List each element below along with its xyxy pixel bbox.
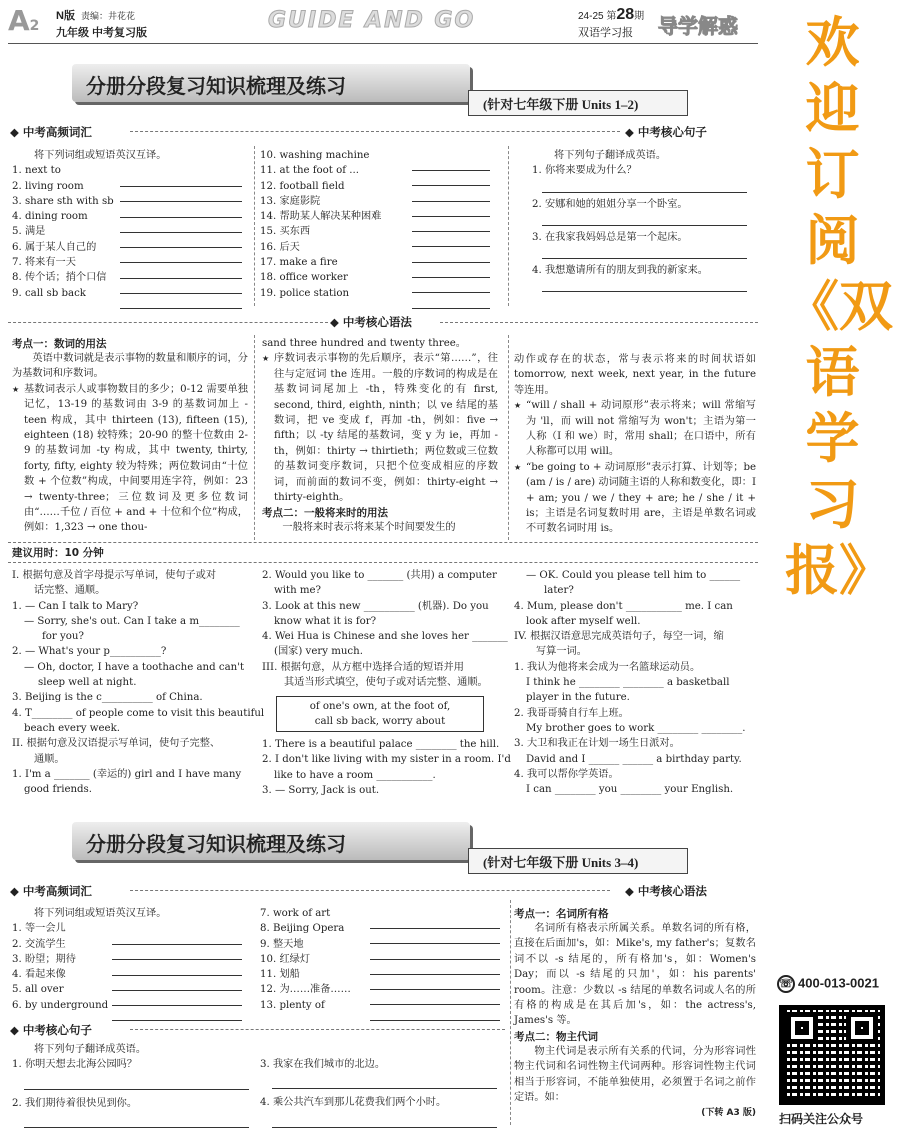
logo-letter: A xyxy=(8,4,30,37)
phrase-box xyxy=(276,696,484,732)
item-text: 11. at the foot of ... xyxy=(260,165,359,177)
edition-line xyxy=(56,7,135,23)
grammar-heading: ◆ 中考核心语法 xyxy=(330,314,412,330)
item-text: 18. office worker xyxy=(260,272,348,284)
section1-banner: 分册分段复习知识梳理及练习 xyxy=(72,64,470,102)
point-intro: 英语中数词就是表示事物的数量和顺序的词，分为基数词和序数词。 xyxy=(12,353,248,380)
item-text: 10. washing machine xyxy=(260,150,370,161)
grammar-heading: ◆ 中考核心语法 xyxy=(625,883,707,899)
grammar-col-1 xyxy=(12,336,248,536)
exercise-line: — OK. Could you please tell him to ______ xyxy=(526,570,741,581)
answer-line[interactable] xyxy=(412,267,490,278)
answer-line[interactable] xyxy=(112,980,242,991)
answer-line[interactable] xyxy=(120,222,242,233)
qr-caption: 扫码关注公众号 xyxy=(779,1112,864,1126)
exercise-line: 写算一词。 xyxy=(536,646,587,658)
phone-number: 400-013-0021 xyxy=(798,975,879,991)
answer-line[interactable] xyxy=(412,236,490,247)
answer-lines-mid xyxy=(370,918,500,1025)
item-text: 4. dining room xyxy=(12,211,88,223)
exercise-line: I. 根据句意及首字母提示写单词，使句子或对 xyxy=(12,570,217,581)
time-text: 建议用时：10 分钟 xyxy=(12,547,104,559)
exercise-line: David and I ______ ______ a birthday party. xyxy=(526,753,742,765)
answer-lines-left xyxy=(120,176,242,314)
logo-sub: 2 xyxy=(29,18,40,34)
answer-line[interactable] xyxy=(272,1078,497,1089)
exercise-line: 2. 我哥哥骑自行车上班。 xyxy=(514,707,629,719)
exercise-col-3 xyxy=(514,568,756,797)
answer-line[interactable] xyxy=(542,281,747,292)
answer-line[interactable] xyxy=(112,965,242,976)
vocab-intro: 将下列词组或短语英汉互译。 xyxy=(34,908,167,919)
sentence-intro: 将下列句子翻译成英语。 xyxy=(554,150,667,161)
answer-line[interactable] xyxy=(24,1117,249,1128)
grammar-col-2 xyxy=(262,336,498,536)
list-item: 6. by underground xyxy=(12,999,109,1011)
answer-line[interactable] xyxy=(412,282,490,293)
item-text: 17. make a fire xyxy=(260,257,338,269)
answer-line[interactable] xyxy=(24,1079,249,1090)
divider xyxy=(8,322,328,323)
exercise-line: know what it is for? xyxy=(274,615,377,627)
point-continue: sand three hundred and twenty three。 xyxy=(262,338,466,349)
list-item: 5. all over xyxy=(12,984,64,996)
exercise-line: 通顺。 xyxy=(34,753,65,765)
list-item: 8. Beijing Opera xyxy=(260,923,345,935)
exercise-line: II. 根据句意及汉语提示写单词，使句子完整、 xyxy=(12,738,221,750)
exercise-col-1 xyxy=(12,568,265,797)
grammar-col-3 xyxy=(514,906,756,1118)
answer-line[interactable] xyxy=(112,949,242,960)
list-item: 9. 整天地 xyxy=(260,938,304,950)
answer-line[interactable] xyxy=(120,207,242,218)
exercise-line: — Sorry, she's out. Can I take a m________ xyxy=(24,615,240,627)
list-item: 3. 我家在我们城市的北边。 xyxy=(260,1059,386,1070)
list-item: 3. 盼望；期待 xyxy=(12,953,76,965)
list-item: 4. 乘公共汽车到那儿花费我们两个小时。 xyxy=(260,1097,447,1109)
issue-number xyxy=(578,6,644,24)
exercise-line: later? xyxy=(544,585,574,597)
exercise-line: 4. T________ of people come to visit this beautiful xyxy=(12,707,265,719)
exercise-line: IV. 根据汉语意思完成英语句子，每空一词，缩 xyxy=(514,631,724,643)
exercise-line: 4. Wei Hua is Chinese and she loves her _______ xyxy=(262,631,508,643)
continue-note: (下转 A3 版) xyxy=(701,1108,756,1119)
answer-line[interactable] xyxy=(112,934,242,945)
exercise-line: I can ________ you ________ your English. xyxy=(526,784,734,796)
item-text: 19. police station xyxy=(260,287,350,299)
answer-line[interactable] xyxy=(272,1117,497,1128)
answer-line[interactable] xyxy=(120,283,242,294)
list-item: 3. 在我家我妈妈总是第一个起床。 xyxy=(532,231,688,243)
exercise-line: player in the future. xyxy=(526,692,630,704)
answer-line[interactable] xyxy=(412,191,490,202)
list-item: 10. 红绿灯 xyxy=(260,953,311,965)
answer-line[interactable] xyxy=(370,994,500,1005)
divider xyxy=(130,131,620,132)
list-item: 12. 为……准备…… xyxy=(260,984,351,996)
answer-line[interactable] xyxy=(120,252,242,263)
item-text: 6. 属于某人自己的 xyxy=(12,241,97,253)
exercise-line: 3. — Sorry, Jack is out. xyxy=(262,784,380,796)
exercise-line: 2. Would you like to _______ (共用) a computer xyxy=(262,570,497,581)
column-divider xyxy=(508,335,509,540)
item-text: 14. 帮助某人解决某种困难 xyxy=(260,211,382,223)
point-text: 名词所有格表示所属关系。单数名词的所有格，直接在后面加's，如：Mike's, my father's；复数名词不以 -s 结尾的，所有格加's，如：Women's Day；而以 -s 结尾的只加'，如：his parents' room。注意：少数以 -s 结尾的单数名词或人名的所有格的构成是在其后加's，如：the actress's, James's 等。 xyxy=(514,923,756,1027)
answer-line[interactable] xyxy=(370,949,500,960)
sentence-list-left xyxy=(12,1042,252,1128)
exercise-line: My brother goes to work ________ ________. xyxy=(526,722,746,734)
divider xyxy=(130,1029,505,1030)
exercise-line: 1. 我认为他将来会成为一名篮球运动员。 xyxy=(514,661,701,673)
section2-banner: 分册分段复习知识梳理及练习 xyxy=(72,822,470,860)
answer-line[interactable] xyxy=(120,237,242,248)
column-divider xyxy=(254,146,255,306)
divider xyxy=(8,562,758,563)
issue-prefix: 24-25 第 xyxy=(578,11,617,22)
answer-line[interactable] xyxy=(412,221,490,232)
item-text: 7. 将来有一天 xyxy=(12,257,76,269)
point-text: 物主代词是表示所有关系的代词，分为形容词性物主代词和名词性物主代词两种。形容词性物主代词相当于形容词，不能单独使用，必须置于名词之前作定语。如： xyxy=(514,1045,756,1104)
answer-line[interactable] xyxy=(370,964,500,975)
vocab-heading: ◆ 中考高频词汇 xyxy=(10,883,92,899)
list-item: 1. 你将来要成为什么？ xyxy=(532,165,637,177)
exercise-line: beach every week. xyxy=(24,722,120,734)
answer-lines-mid xyxy=(412,160,490,313)
divider xyxy=(440,322,758,323)
list-item: 1. 等一会儿 xyxy=(12,923,66,935)
exercise-col-2b xyxy=(262,737,511,798)
point-detail: ★ 序数词表示事物的先后顺序，表示“第……”，往往与定冠词 the 连用。一般的序数词的构成是在基数词词尾加上 -th，特殊变化的有 first, second, third, eighth, ninth；以 ve 结尾的基数词，把 ve 变成 f，再加 -th，例如：five → fifth；以 -ty 结尾的基数词，变 y 为 ie，再加 -th，例如：thirty → thirtieth；两位数或三位数的基数词变序数词，只把个位变成相应的序数词，而前面的数词不变，例如：thirty-eight → thirty-eighth。 xyxy=(262,351,498,505)
answer-line[interactable] xyxy=(112,995,242,1006)
point-detail: ★ 基数词表示人或事物数目的多少；0-12 需要单独记忆，13-19 的基数词由 3-9 的基数词加上 -teen 构成，其中 thirteen (13), fifteen (15), eighteen (18) 较特殊；20-90 的整十位数由 2-9 的基数词加 -ty 构成，其中 twenty, thirty, forty, fifty, eighty 较为特殊；两位数词由“十位数 + 个位数”构成，中间要用连字符，例如：23 → twenty-three；三位数词及更多位数词由“……千位 / 百位 + and + 十位和个位”构成，例如：1,323 → one thou- xyxy=(12,382,248,536)
exercise-line: 话完整、通顺。 xyxy=(34,585,106,597)
editor: 责编：井花花 xyxy=(80,11,135,21)
phrase-box-line: of one's own, at the foot of, xyxy=(309,701,451,712)
exercise-line: sleep well at night. xyxy=(38,677,137,689)
exercise-col-2 xyxy=(262,568,508,690)
hotline xyxy=(777,975,879,993)
exercise-line: good friends. xyxy=(24,784,93,796)
answer-line[interactable] xyxy=(120,298,242,309)
exercise-line: like to have a room ___________. xyxy=(274,769,436,781)
item-text: 1. next to xyxy=(12,165,61,177)
exercise-line: (国家) very much. xyxy=(274,646,363,658)
answer-line[interactable] xyxy=(412,206,490,217)
point-title: 考点一：名词所有格 xyxy=(514,908,609,920)
masthead xyxy=(8,4,758,44)
answer-lines-left xyxy=(112,934,242,1026)
time-label xyxy=(12,546,104,561)
answer-line[interactable] xyxy=(542,248,747,259)
list-item: 2. 交流学生 xyxy=(12,938,66,950)
grammar-col-3 xyxy=(514,352,756,537)
exercise-line: with me? xyxy=(274,585,322,597)
point-title: 考点二：一般将来时的用法 xyxy=(262,507,388,520)
column-divider xyxy=(254,335,255,540)
exercise-line: 3. Beijing is the c__________ of China. xyxy=(12,692,203,704)
exercise-line: 1. I'm a _______ (幸运的) girl and I have many xyxy=(12,768,242,780)
exercise-line: 1. There is a beautiful palace ________ the hill. xyxy=(262,739,500,750)
answer-line[interactable] xyxy=(412,298,490,309)
sentence-intro: 将下列句子翻译成英语。 xyxy=(34,1044,147,1055)
divider xyxy=(8,542,758,543)
divider xyxy=(130,890,610,891)
section2-range: (针对七年级下册 Units 3–4) xyxy=(468,848,688,874)
answer-line[interactable] xyxy=(120,191,242,202)
exercise-line: I think he ________ ________ a basketball xyxy=(526,677,730,689)
sentence-heading: ◆ 中考核心句子 xyxy=(625,124,707,140)
answer-line[interactable] xyxy=(542,182,747,193)
exercise-line: — Oh, doctor, I have a toothache and can't xyxy=(24,661,245,673)
answer-line[interactable] xyxy=(412,160,490,171)
vocab-intro: 将下列词组或短语英汉互译。 xyxy=(34,150,167,161)
list-item: 13. plenty of xyxy=(260,999,325,1011)
exercise-line: 4. Mum, please don't ___________ me. I can xyxy=(514,600,733,612)
list-item: 11. 划船 xyxy=(260,969,300,981)
list-item: 7. work of art xyxy=(260,908,331,919)
vocab-heading: ◆ 中考高频词汇 xyxy=(10,124,92,140)
answer-line[interactable] xyxy=(542,215,747,226)
point-detail: ★ “be going to + 动词原形”表示打算、计划等；be (am / is / are) 动词随主语的人称和数变化，即：I + am; you / we / they + are; he / she / it + is；主语是名词复数时用 are，主语是单数名词或不可数名词时用 is。 xyxy=(514,460,756,537)
item-text: 9. call sb back xyxy=(12,287,86,299)
page-logo xyxy=(8,4,39,37)
list-item: 2. 安娜和她的姐姐分享一个卧室。 xyxy=(532,198,688,210)
answer-line[interactable] xyxy=(412,175,490,186)
exercise-line: 2. — What's your p__________? xyxy=(12,646,167,658)
grade-label: 九年级 中考复习版 xyxy=(56,27,148,39)
item-text: 16. 后天 xyxy=(260,241,300,253)
issue-suffix: 期 xyxy=(634,11,645,22)
answer-line[interactable] xyxy=(412,252,490,263)
section1-range: (针对七年级下册 Units 1–2) xyxy=(468,90,688,116)
sentence-heading: ◆ 中考核心句子 xyxy=(10,1022,92,1038)
sentence-list xyxy=(532,148,757,296)
answer-line[interactable] xyxy=(370,918,500,929)
phone-icon: ☏ xyxy=(777,975,795,993)
exercise-line: for you? xyxy=(42,631,84,643)
point-title: 考点一：数词的用法 xyxy=(12,338,107,350)
issue-no: 28 xyxy=(616,6,635,23)
answer-line[interactable] xyxy=(370,933,500,944)
item-text: 12. football field xyxy=(260,180,345,192)
answer-line[interactable] xyxy=(370,1010,500,1021)
answer-line[interactable] xyxy=(112,1010,242,1021)
item-text: 2. living room xyxy=(12,180,84,192)
exercise-line: 2. I don't like living with my sister in a room. I'd xyxy=(262,754,511,766)
exercise-line: 其适当形式填空，使句子或对话完整、通顺。 xyxy=(284,677,488,689)
point-intro: 一般将来时表示将来某个时间要发生的 xyxy=(282,522,456,534)
answer-line[interactable] xyxy=(120,176,242,187)
column-divider xyxy=(510,900,511,1125)
list-item: 2. 我们期待着很快见到你。 xyxy=(12,1097,138,1109)
exercise-line: 3. Look at this new __________ (机器). Do you xyxy=(262,600,489,612)
ad-slogan: 欢迎订阅《双语学习报》 xyxy=(785,11,893,602)
exercise-line: 1. — Can I talk to Mary? xyxy=(12,600,139,612)
exercise-line: 4. 我可以帮你学英语。 xyxy=(514,768,619,780)
brand-logo: 导学解惑 xyxy=(658,14,738,38)
answer-line[interactable] xyxy=(370,979,500,990)
qr-code[interactable] xyxy=(779,1005,885,1105)
list-item: 4. 我想邀请所有的朋友到我的新家来。 xyxy=(532,265,708,277)
exercise-line: look after myself well. xyxy=(526,615,641,627)
point-detail: ★ “will / shall + 动词原形”表示将来；will 常缩写为 'll，而 will not 常缩写为 won't；主语为第一人称（I 和 we）时，常用 shall；在口语中，所有人称都可以用 will。 xyxy=(514,398,756,460)
exercise-line: III. 根据句意，从方框中选择合适的短语并用 xyxy=(262,661,464,673)
item-text: 5. 满是 xyxy=(12,226,46,238)
paper-name: 双语学习报 xyxy=(578,26,633,39)
subscription-ad xyxy=(765,0,900,1137)
item-text: 13. 家庭影院 xyxy=(260,195,321,207)
point-continue: 动作或存在的状态，常与表示将来的时间状语如 tomorrow, next week, next year, in the future 等连用。 xyxy=(514,354,756,396)
point-title: 考点二：物主代词 xyxy=(514,1030,598,1043)
list-item: 4. 看起来像 xyxy=(12,969,66,981)
phrase-box-line: call sb back, worry about xyxy=(314,716,446,727)
list-item: 1. 你明天想去北海公园吗？ xyxy=(12,1059,138,1071)
item-text: 15. 买东西 xyxy=(260,226,311,238)
sentence-list-mid xyxy=(260,1057,500,1128)
exercise-line: 3. 大卫和我正在计划一场生日派对。 xyxy=(514,738,680,750)
item-text: 8. 传个话；捎个口信 xyxy=(12,272,107,284)
edition: N版 xyxy=(56,10,75,22)
guide-title: GUIDE AND GO xyxy=(268,8,476,33)
answer-line[interactable] xyxy=(120,268,242,279)
column-divider xyxy=(508,146,509,306)
item-text: 3. share sth with sb xyxy=(12,195,114,207)
